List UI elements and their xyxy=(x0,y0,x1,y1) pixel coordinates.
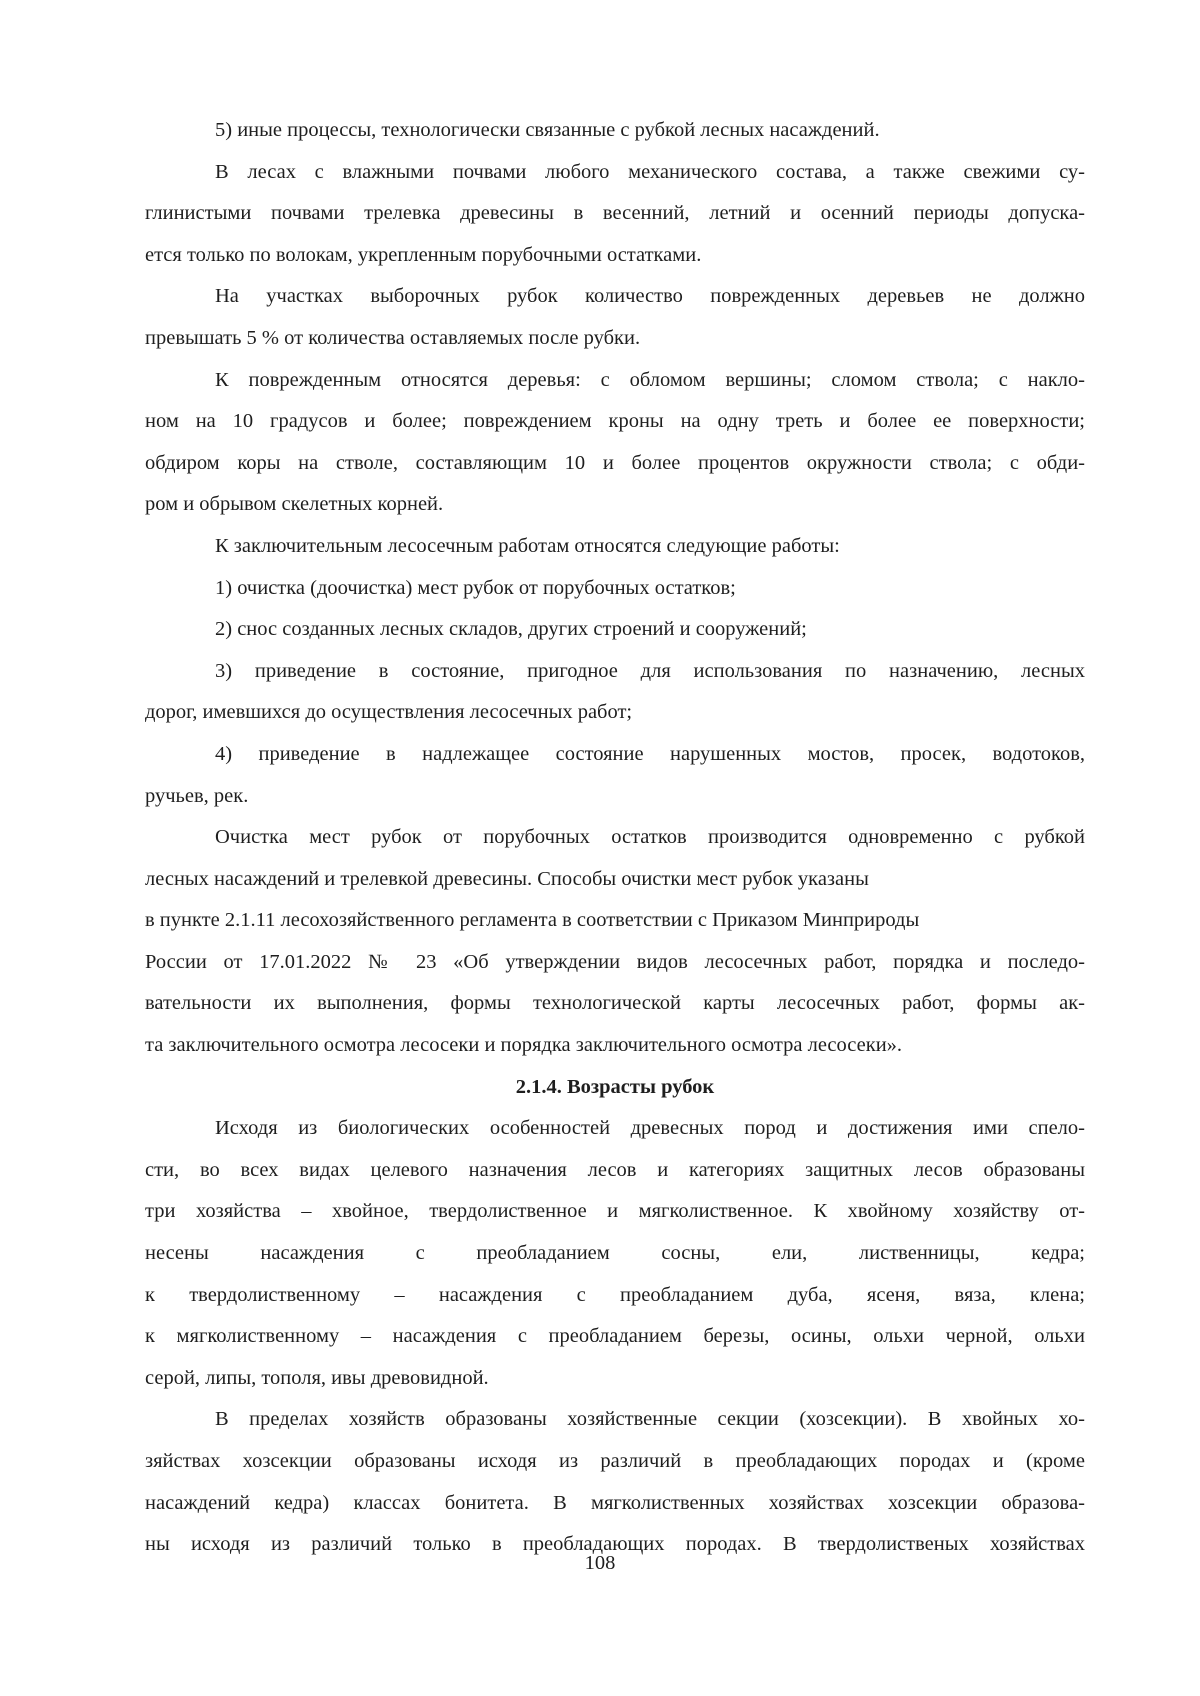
list-item-4 xyxy=(145,734,1085,817)
paragraph-5 xyxy=(145,526,1085,568)
text-line: несены насаждения с преобладанием сосны, ели, лиственницы, кедра; xyxy=(145,1242,1085,1265)
document-page xyxy=(145,110,1085,1566)
text-line: ром и обрывом скелетных корней. xyxy=(145,493,444,516)
text-line: зяйствах хозсекции образованы исходя из различий в преобладающих породах и (кроме xyxy=(145,1450,1085,1472)
paragraph-4 xyxy=(145,360,1085,526)
text-line: К заключительным лесосечным работам относятся следующие работы: xyxy=(215,534,840,557)
text-line: 5) иные процессы, технологически связанные с рубкой лесных насаждений. xyxy=(215,119,880,141)
paragraph-7 xyxy=(145,1108,1085,1399)
text-line: В пределах хозяйств образованы хозяйственные секции (хозсекции). В хвойных хо- xyxy=(215,1408,1085,1431)
text-line: та заключительного осмотра лесосеки и порядка заключительного осмотра лесосеки». xyxy=(145,1034,903,1057)
text-line: три хозяйства – хвойное, твердолиственное и мягколиственное. К хвойному хозяйству от- xyxy=(145,1200,1085,1223)
text-line: обдиром коры на стволе, составляющим 10 и более процентов окружности ствола; с обди- xyxy=(145,451,1085,474)
section-heading: 2.1.4. Возрасты рубок xyxy=(515,1075,715,1098)
paragraph-8 xyxy=(145,1399,1085,1565)
text-line: к твердолиственному – насаждения с преобладанием дуба, ясеня, вяза, клена; xyxy=(145,1283,1085,1306)
text-line: 3) приведение в состояние, пригодное для использования по назначению, лесных xyxy=(215,659,1085,682)
text-line: 4) приведение в надлежащее состояние нарушенных мостов, просек, водотоков, xyxy=(215,742,1085,765)
text-line: лесных насаждений и трелевкой древесины. Способы очистки мест рубок указаны xyxy=(145,867,869,890)
text-line: вательности их выполнения, формы технологической карты лесосечных работ, формы ак- xyxy=(145,992,1085,1015)
text-line: насаждений кедра) классах бонитета. В мягколиственных хозяйствах хозсекции образова- xyxy=(145,1491,1085,1514)
list-item-3 xyxy=(145,651,1085,734)
text-line: ны исходя из различий только в преобладающих породах. В твердолиственых хозяйствах xyxy=(145,1533,1085,1556)
text-line: ном на 10 градусов и более; повреждением кроны на одну треть и более ее поверхности; xyxy=(145,410,1085,433)
text-line: 2) снос созданных лесных складов, других строений и сооружений; xyxy=(215,618,807,641)
text-line: сти, во всех видах целевого назначения лесов и категориях защитных лесов образованы xyxy=(145,1158,1085,1181)
text-line: ется только по волокам, укрепленным порубочными остатками. xyxy=(145,243,702,266)
text-line: превышать 5 % от количества оставляемых после рубки. xyxy=(145,326,641,349)
list-item-1 xyxy=(145,568,1085,610)
text-line: В лесах с влажными почвами любого механического состава, а также свежими су- xyxy=(215,160,1085,183)
paragraph-1 xyxy=(145,110,1085,152)
text-line: Очистка мест рубок от порубочных остатков производится одновременно с рубкой xyxy=(215,826,1085,849)
text-line: дорог, имевшихся до осуществления лесосечных работ; xyxy=(145,701,633,724)
text-line: ручьев, рек. xyxy=(145,784,249,807)
paragraph-3 xyxy=(145,276,1085,359)
text-line: К поврежденным относятся деревья: с обломом вершины; сломом ствола; с накло- xyxy=(215,368,1085,391)
page-number: 108 xyxy=(584,1552,616,1574)
text-line: к мягколиственному – насаждения с преобладанием березы, осины, ольхи черной, ольхи xyxy=(145,1325,1085,1348)
list-item-2 xyxy=(145,609,1085,651)
paragraph-6 xyxy=(145,817,1085,1067)
text-line: глинистыми почвами трелевка древесины в весенний, летний и осенний периоды допуска- xyxy=(145,202,1085,225)
text-line: в пункте 2.1.11 лесохозяйственного регламента в соответствии с Приказом Минприроды xyxy=(145,909,920,932)
text-line: России от 17.01.2022 № 23 «Об утверждении видов лесосечных работ, порядка и последо- xyxy=(145,950,1085,973)
text-line: На участках выборочных рубок количество поврежденных деревьев не должно xyxy=(215,285,1085,308)
text-line: Исходя из биологических особенностей древесных пород и достижения ими спело- xyxy=(215,1117,1085,1140)
text-line: 1) очистка (доочистка) мест рубок от порубочных остатков; xyxy=(215,576,736,599)
paragraph-2 xyxy=(145,152,1085,277)
text-line: серой, липы, тополя, ивы древовидной. xyxy=(145,1366,489,1389)
